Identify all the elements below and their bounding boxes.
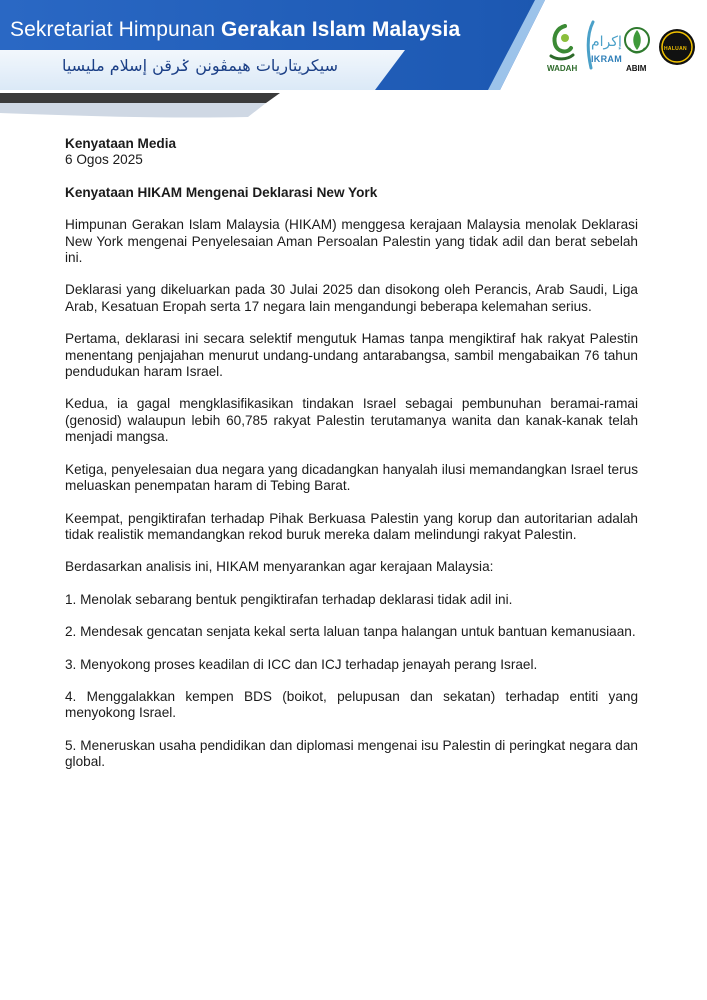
- paragraph-recommendation-intro: Berdasarkan analisis ini, HIKAM menyarankan agar kerajaan Malaysia:: [65, 559, 494, 575]
- paragraph-fourth-point: Keempat, pengiktirafan terhadap Pihak Berkuasa Palestin yang korup dan autoritarian adalah tidak realistik memandangkan rekod buruk mereka dalam melindungi rakyat Palestin.: [65, 510, 638, 542]
- document-heading: Kenyataan Media: [65, 136, 177, 151]
- abim-emblem-icon: [622, 24, 652, 64]
- letterhead-banner: [0, 0, 707, 90]
- banner-title: [10, 18, 460, 42]
- paragraph-intro: Himpunan Gerakan Islam Malaysia (HIKAM) menggesa kerajaan Malaysia menolak Deklarasi New York mengenai Penyelesaian Aman Persoalan Palestin yang tidak adil dan berat sebelah ini.: [65, 217, 638, 266]
- wadah-logo-label: WADAH: [547, 64, 578, 73]
- haluan-logo-label: HALUAN: [664, 46, 687, 52]
- banner-title-regular: Sekretariat Himpunan: [10, 18, 216, 41]
- banner-title-jawi: سيکريتاريات هيمڤونن ݢرقن إسلام مليسيا: [61, 56, 338, 75]
- abim-logo-label: ABIM: [626, 64, 647, 73]
- recommendation-item-3: 3. Menyokong proses keadilan di ICC dan ICJ terhadap jenayah perang Israel.: [65, 656, 538, 672]
- press-statement: [65, 136, 638, 787]
- ikram-logo: [585, 20, 625, 76]
- paragraph-first-point: Pertama, deklarasi ini secara selektif mengutuk Hamas tanpa mengiktiraf hak rakyat Palestin menentang penjajahan menurut undang-undang antarabangsa, sambil mengabaikan 76 tahun pendudukan haram Israel.: [65, 331, 638, 380]
- wadah-emblem-icon: [545, 22, 579, 64]
- banner-divider: [0, 93, 280, 121]
- recommendation-item-4: 4. Menggalakkan kempen BDS (boikot, pelupusan dan sekatan) terhadap entiti yang menyokong Israel.: [65, 688, 638, 721]
- document-title: Kenyataan HIKAM Mengenai Deklarasi New York: [65, 184, 378, 200]
- banner-title-bold: Gerakan Islam Malaysia: [221, 18, 461, 41]
- recommendation-item-1: 1. Menolak sebarang bentuk pengiktirafan terhadap deklarasi tidak adil ini.: [65, 591, 513, 607]
- recommendation-item-5: 5. Meneruskan usaha pendidikan dan diplomasi mengenai isu Palestin di peringkat negara dan global.: [65, 737, 638, 770]
- haluan-logo: [657, 28, 697, 66]
- paragraph-declaration: Deklarasi yang dikeluarkan pada 30 Julai 2025 dan disokong oleh Perancis, Arab Saudi, Liga Arab, Kesatuan Eropah serta 17 negara lain mengandungi beberapa kelemahan serius.: [65, 282, 638, 314]
- abim-logo: [622, 24, 656, 76]
- document-date: 6 Ogos 2025: [65, 152, 143, 168]
- paragraph-second-point: Kedua, ia gagal mengklasifikasikan tindakan Israel sebagai pembunuhan beramai-ramai (genosid) walaupun lebih 60,785 rakyat Palestin terutamanya wanita dan kanak-kanak telah menjadi mangsa.: [65, 396, 638, 445]
- wadah-logo: [545, 22, 579, 74]
- paragraph-third-point: Ketiga, penyelesaian dua negara yang dicadangkan hanyalah ilusi memandangkan Israel terus meluaskan penempatan haram di Tebing Barat.: [65, 461, 638, 494]
- recommendation-item-2: 2. Mendesak gencatan senjata kekal serta laluan tanpa halangan untuk bantuan kemanusiaan.: [65, 624, 636, 640]
- ikram-logo-label: IKRAM: [591, 54, 622, 64]
- ikram-logo-arabic: إكرام: [591, 34, 622, 50]
